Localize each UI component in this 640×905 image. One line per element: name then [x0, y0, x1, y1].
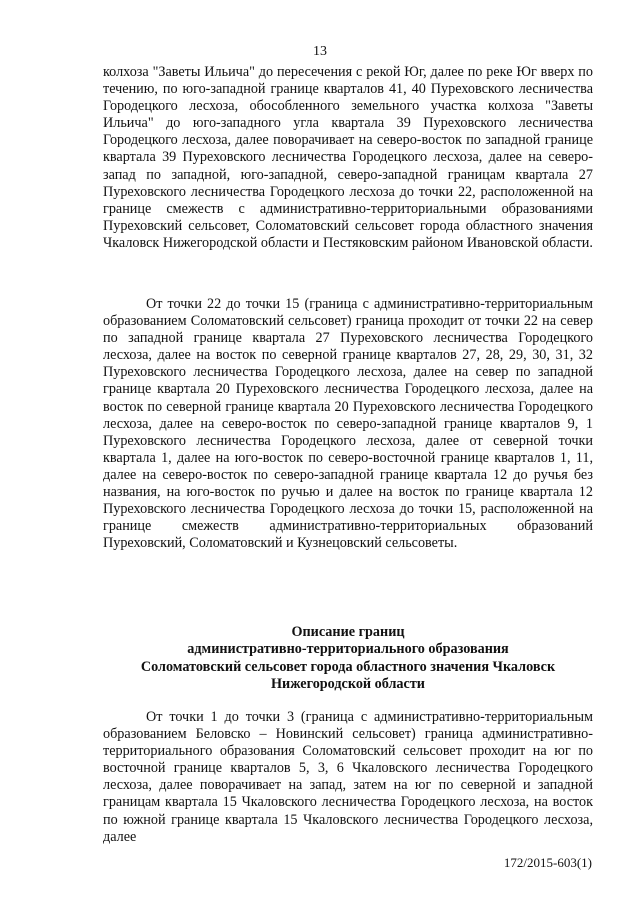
body-paragraph-point-22-to-15: От точки 22 до точки 15 (граница с административно-территориальным образованием Соломатовский сельсовет) граница проходит от точки 22 на север по западной границе квартала 27 Пуреховского лесничества Городецкого лесхоза, далее на восток по северной границе кварталов 27, 28, 29, 30, 31, 32 Пуреховского лесничества Городецкого лесхоза, далее на север по западной границе квартала 20 Пуреховского лесничества Городецкого лесхоза, далее на восток по северной границе квартала 20 Пуреховского лесничества Городецкого лесхоза, далее на северо-восток по северо-западной границе кварталов 9, 1 Пуреховского лесничества Городецкого лесхоза, далее от северной точки квартала 1, далее на юго-восток по северо-восточной границе кварталов 1, 11, далее на северо-восток по северо-западной границе квартала 12 до ручья без названия, на юго-восток по ручью и далее на восток по границе квартала 12 Пуреховского лесничества Городецкого лесхоза до точки 15, расположенной на границе смежеств административно-территориальных образований Пуреховский, Соломатовский и Кузнецовский сельсоветы.: [103, 296, 593, 552]
document-footer-code: 172/2015-603(1): [503, 855, 592, 870]
body-paragraph-continuation: колхоза "Заветы Ильича" до пересечения с рекой Юг, далее по реке Юг вверх по течению, по юго-западной границе кварталов 41, 40 Пуреховского лесничества Городецкого лесхоза, обособленного земельного участка колхоза "Заветы Ильича" до юго-западного угла квартала 39 Пуреховского лесничества Городецкого лесхоза, далее поворачивает на северо-восток по западной границе квартала 39 Пуреховского лесничества Городецкого лесхоза, далее на северо-запад по западной, юго-западной, северо-западной границам квартала 27 Пуреховского лесничества Городецкого лесхоза до точки 22, расположенной на границе смежеств с административно-территориальными образованиями Пуреховский сельсовет, Соломатовский сельсовет города областного значения Чкаловск Нижегородской области и Пестяковским районом Ивановской области.: [103, 64, 593, 251]
section-heading-line-3: Соломатовский сельсовет города областного значения Чкаловск: [140, 658, 556, 675]
page-number: 13: [313, 44, 327, 59]
section-heading-line-1: Описание границ: [291, 624, 405, 640]
section-heading: [103, 624, 593, 694]
section-heading-line-4: Нижегородской области: [271, 676, 425, 693]
section-heading-line-2: административно-территориального образования: [187, 641, 509, 658]
section-paragraph-point-1-to-3: От точки 1 до точки 3 (граница с административно-территориальным образованием Беловско – Новинский сельсовет) граница административно-территориального образования Соломатовский сельсовет проходит на юг по восточной границе кварталов 5, 3, 6 Чкаловского лесничества Городецкого лесхоза, далее поворачивает на запад, затем на юг по северной и западной границам квартала 15 Чкаловского лесничества Городецкого лесхоза, на восток по южной границе квартала 15 Чкаловского лесничества Городецкого лесхоза, далее: [103, 709, 593, 845]
